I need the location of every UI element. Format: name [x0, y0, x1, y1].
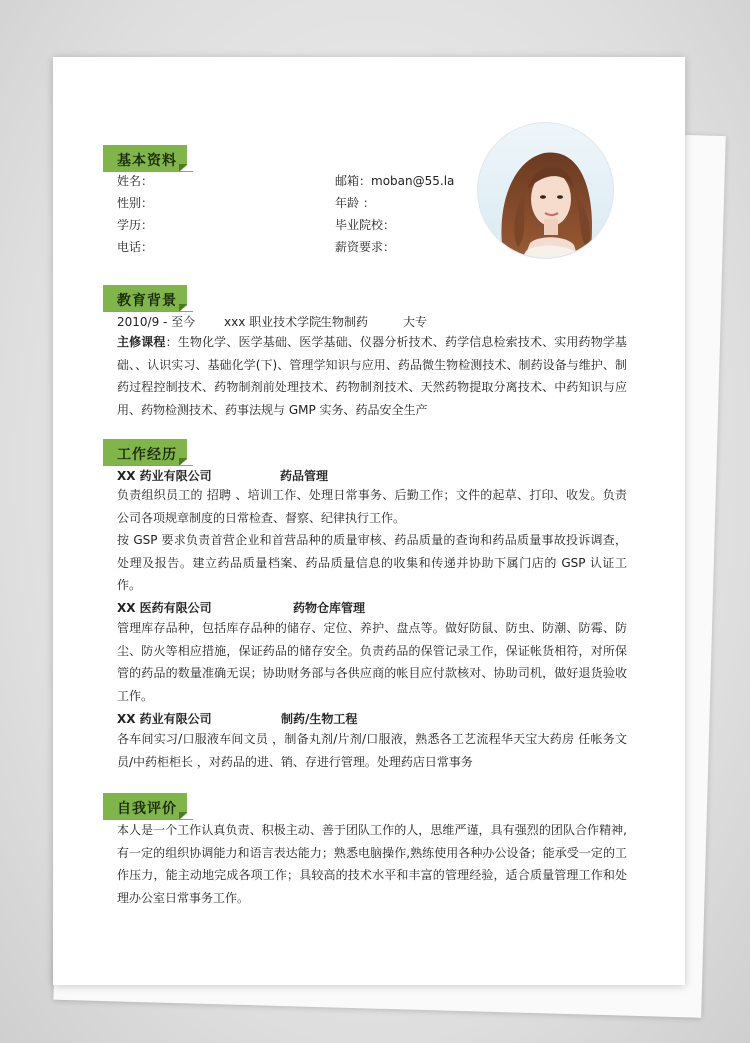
section-title: 基本资料	[117, 153, 177, 169]
email-label: 邮箱：	[335, 174, 372, 188]
phone-label: 电话：	[117, 240, 154, 254]
portrait-illustration	[478, 123, 613, 258]
courses-label: 主修课程	[117, 335, 166, 349]
school-label: 毕业院校：	[335, 218, 396, 232]
salary-label: 薪资要求：	[335, 240, 396, 254]
courses-paragraph	[117, 331, 627, 421]
section-header-education	[103, 285, 193, 312]
job-description: 管理库存品种，包括库存品种的储存、定位、养护、盘点等。做好防鼠、防虫、防潮、防霉、防尘、防火等相应措施，保证药品的储存安全。负责药品的保管记录工作，保证帐货相符，对所保管的药品的数量准确无误；协助财务部与各供应商的帐目应付款核对、协助司机，做好退货验收工作。	[117, 621, 627, 703]
courses-text: ：生物化学、医学基础、医学基础、仪器分析技术、药学信息检索技术、实用药物学基础、、认识实习、基础化学(下)、管理学知识与应用、药品微生物检测技术、制药设备与维护、制药过程控制技术、药物制剂前处理技术、药物制剂技术、天然药物提取分离技术、中药知识与应用、药物检测技术、药事法规与 GMP 实务、药品安全生产	[117, 335, 627, 417]
job-company: XX 医药有限公司	[117, 601, 212, 615]
self-evaluation-text: 本人是一个工作认真负责、积极主动、善于团队工作的人，思维严谨，具有强烈的团队合作精神,有一定的组织协调能力和语言表达能力；熟悉电脑操作,熟练使用各种办公设备；能承受一定的工作压力，能主动地完成各项工作；具较高的技术水平和丰富的管理经验，适合质量管理工作和处理办公室日常事务工作。	[117, 823, 627, 905]
job-company: XX 药业有限公司	[117, 469, 212, 483]
section-title: 自我评价	[117, 801, 177, 817]
section-header-self	[103, 793, 193, 820]
education-school: xxx 职业技术学院	[224, 315, 322, 329]
education-label: 学历：	[117, 218, 154, 232]
name-label: 姓名：	[117, 174, 154, 188]
job-description: 负责组织员工的 招聘 、培训工作、处理日常事务、后勤工作；文件的起草、打印、收发。负责公司各项规章制度的日常检查、督察、纪律执行工作。	[117, 488, 627, 525]
education-period: 2010/9 - 至今	[117, 315, 196, 329]
section-title: 教育背景	[117, 293, 177, 309]
resume-page	[53, 57, 685, 985]
job-role: 药物仓库管理	[293, 601, 366, 615]
gender-label: 性别：	[117, 196, 154, 210]
section-title: 工作经历	[117, 447, 177, 463]
job-description: 各车间实习/口服液车间文员 ，制备丸剂/片剂/口服液，熟悉各工艺流程华天宝大药房 任帐务文员/中药柜柜长 ，对药品的进、销、存进行管理。处理药店日常事务	[117, 732, 627, 769]
section-header-basic	[103, 145, 193, 172]
section-header-work	[103, 439, 193, 466]
education-degree: 大专	[403, 315, 428, 329]
age-label: 年龄 ：	[335, 196, 375, 210]
job-role: 药品管理	[280, 469, 329, 483]
job-description-extra: 按 GSP 要求负责首营企业和首营品种的质量审核、药品质量的查询和药品质量事故投诉调查，处理及报告。建立药品质量档案、药品质量信息的收集和传递并协助下属门店的 GSP 认证工作。	[117, 533, 627, 592]
job-role: 制药/生物工程	[281, 712, 358, 726]
job-company: XX 药业有限公司	[117, 712, 212, 726]
profile-photo	[478, 123, 613, 258]
email-value: moban@55.la	[371, 174, 455, 188]
education-major: 生物制药	[320, 315, 369, 329]
